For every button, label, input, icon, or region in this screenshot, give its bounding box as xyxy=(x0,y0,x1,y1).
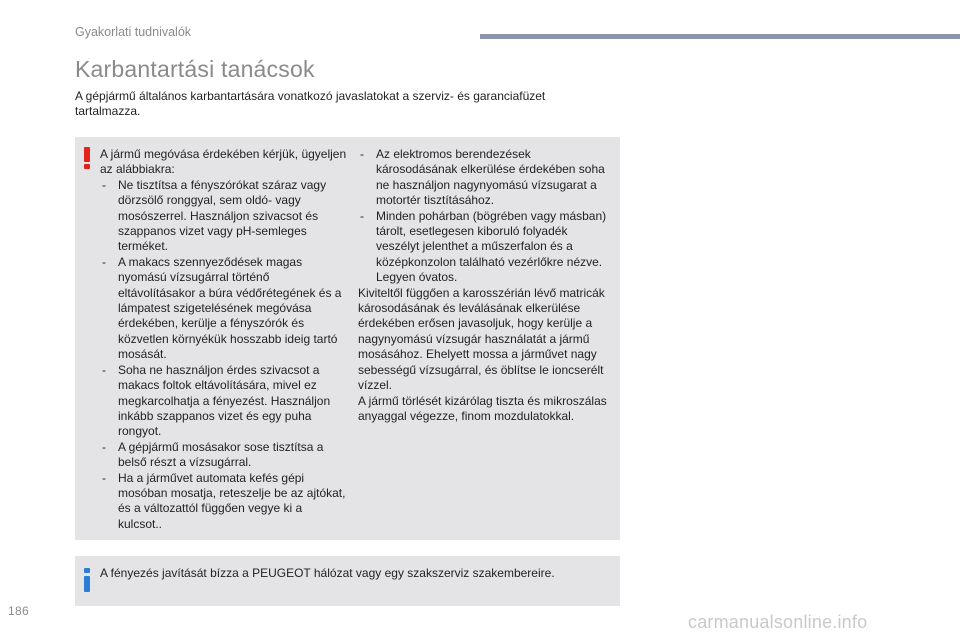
section-label: Gyakorlati tudnivalók xyxy=(75,25,192,39)
list-item: - Minden pohárban (bögrében vagy másban) tárolt, esetlegesen kiboruló folyadék veszélyt jelenthet a műszerfalon és a középkonzolon található vezérlőkre nézve. Legyen óvatos. xyxy=(358,209,608,286)
list-item: - Soha ne használjon érdes szivacsot a makacs foltok eltávolítására, mivel ez megkarcolhatja a fényezést. Használjon inkább szappanos vizet és egy puha rongyot. xyxy=(100,363,348,440)
info-text: A fényezés javítását bízza a PEUGEOT hálózat vagy egy szakszerviz szakembereire. xyxy=(100,566,555,580)
list-item: - A gépjármű mosásakor sose tisztítsa a belső részt a vízsugárral. xyxy=(100,440,348,471)
exclamation-icon xyxy=(84,147,90,169)
intro-paragraph: A gépjármű általános karbantartására vonatkozó javaslatokat a szerviz- és garanciafüzet tartalmazza. xyxy=(75,89,546,118)
list-item: - Ne tisztítsa a fényszórókat száraz vagy dörzsölő ronggyal, sem oldó- vagy mosószerrel. Használjon szivacsot és szappanos vizet vagy pH-semleges terméket. xyxy=(100,178,348,255)
list-item: - Az elektromos berendezések károsodásának elkerülése érdekében soha ne használjon nagynyomású vízsugarat a motortér tisztításához. xyxy=(358,147,608,209)
header-accent-bar xyxy=(480,34,960,39)
warning-right-column xyxy=(358,147,608,424)
list-item: - Ha a járművet automata kefés gépi mosóban mosatja, reteszelje be az ajtókat, és a változattól függően vegye ki a kulcsot.. xyxy=(100,471,348,533)
warning-right-list xyxy=(358,147,608,286)
info-icon xyxy=(84,568,90,592)
watermark: carmanualsonline.info xyxy=(688,612,868,632)
warning-left-list xyxy=(100,178,348,532)
warning-lead: A jármű megóvása érdekében kérjük, ügyeljen az alábbiakra: xyxy=(100,147,347,177)
info-box xyxy=(75,556,620,606)
warning-box xyxy=(75,137,620,540)
page-number: 186 xyxy=(8,604,29,618)
stickers-paragraph: Kiviteltől függően a karosszérián lévő matricák károsodásának és leválásának elkerülése érdekében erősen javasoljuk, hogy kerülje a nagynyomású vízsugár használatát a jármű mosásához. Ehelyett mossa a járművet nagy sebességű vízsugárral, és öblítse le ioncserélt vízzel. xyxy=(358,285,605,393)
wiping-paragraph: A jármű törlését kizárólag tiszta és mikroszálas anyaggal végezze, finom mozdulatokkal. xyxy=(358,393,607,423)
warning-left-column xyxy=(100,147,348,532)
list-item: - A makacs szennyeződések magas nyomású vízsugárral történő eltávolításakor a búra védőrétegének és a lámpatest szigetelésének megóvása érdekében, kerülje a fényszórók és közvetlen környékük hosszabb ideig tartó mosását. xyxy=(100,255,348,363)
page-title: Karbantartási tanácsok xyxy=(75,56,315,82)
